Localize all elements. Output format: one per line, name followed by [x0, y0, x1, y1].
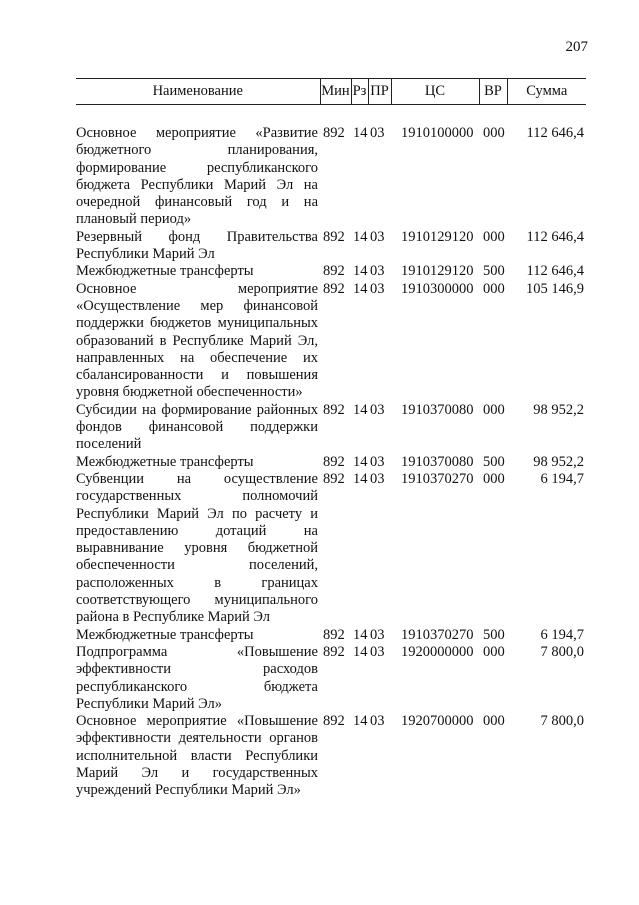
table-row — [76, 263, 586, 280]
row-sum: 105 146,9 — [526, 280, 584, 297]
row-rz: 14 — [353, 713, 368, 730]
header-vr: ВР — [479, 79, 507, 105]
table-header — [76, 79, 586, 105]
row-cs: 1920000000 — [401, 643, 474, 660]
header-pr: ПР — [368, 79, 391, 105]
row-name: Субсидии на формирование районных фондов финансовой поддержки поселений — [76, 401, 318, 453]
row-cs: 1920700000 — [401, 713, 474, 730]
row-vr: 500 — [483, 263, 505, 280]
row-rz: 14 — [353, 280, 368, 297]
row-vr: 500 — [483, 626, 505, 643]
row-sum: 7 800,0 — [540, 713, 584, 730]
table-row — [76, 125, 586, 229]
table-row — [76, 454, 586, 471]
row-min: 892 — [323, 626, 345, 643]
row-min: 892 — [323, 713, 345, 730]
row-sum: 7 800,0 — [540, 643, 584, 660]
row-name: Основное мероприятие «Повышение эффективности деятельности органов исполнительной власти Республики Марий Эл и государственных учреждений Республики Марий Эл» — [76, 713, 318, 799]
header-name: Наименование — [76, 79, 320, 105]
row-min: 892 — [323, 228, 345, 245]
row-rz: 14 — [353, 401, 368, 418]
table-row — [76, 229, 586, 264]
row-min: 892 — [323, 125, 345, 141]
row-pr: 03 — [370, 401, 385, 418]
row-cs: 1910100000 — [401, 125, 474, 141]
row-sum: 6 194,7 — [540, 626, 584, 643]
row-name: Резервный фонд Правительства Республики Марий Эл — [76, 228, 318, 263]
row-pr: 03 — [370, 643, 385, 660]
row-cs: 1910370080 — [401, 401, 474, 418]
row-name: Основное мероприятие «Осуществление мер финансовой поддержки бюджетов муниципальных образований в Республике Марий Эл, направленных на обеспечение их сбалансированности и повышения уровня бюджетной обеспеченности» — [76, 280, 318, 401]
row-vr: 000 — [483, 713, 505, 730]
header-min: Мин — [320, 79, 351, 105]
row-min: 892 — [323, 280, 345, 297]
row-rz: 14 — [353, 470, 368, 487]
row-cs: 1910129120 — [401, 228, 474, 245]
header-cs: ЦС — [391, 79, 479, 105]
row-cs: 1910370080 — [401, 453, 474, 470]
row-min: 892 — [323, 263, 345, 280]
row-cs: 1910370270 — [401, 626, 474, 643]
row-cs: 1910300000 — [401, 280, 474, 297]
row-sum: 6 194,7 — [540, 470, 584, 487]
row-min: 892 — [323, 401, 345, 418]
header-sum: Сумма — [507, 79, 586, 105]
row-pr: 03 — [370, 280, 385, 297]
row-name: Субвенции на осуществление государственных полномочий Республики Марий Эл по расчету и предоставлению дотаций на выравнивание уровня бюджетной обеспеченности поселений, расположенных в границах соответствующего муниципального района в Республике Марий Эл — [76, 470, 318, 626]
row-vr: 000 — [483, 125, 505, 141]
row-rz: 14 — [353, 626, 368, 643]
row-pr: 03 — [370, 228, 385, 245]
row-rz: 14 — [353, 228, 368, 245]
row-pr: 03 — [370, 626, 385, 643]
budget-table — [76, 78, 586, 800]
row-sum: 112 646,4 — [526, 125, 584, 141]
row-min: 892 — [323, 453, 345, 470]
row-vr: 000 — [483, 228, 505, 245]
row-sum: 98 952,2 — [533, 453, 584, 470]
row-rz: 14 — [353, 125, 368, 141]
row-min: 892 — [323, 643, 345, 660]
row-name: Подпрограмма «Повышение эффективности расходов республиканского бюджета Республики Марий Эл» — [76, 643, 318, 712]
row-vr: 500 — [483, 453, 505, 470]
table-row — [76, 644, 586, 713]
row-pr: 03 — [370, 713, 385, 730]
row-name: Межбюджетные трансферты — [76, 626, 254, 643]
row-pr: 03 — [370, 453, 385, 470]
row-rz: 14 — [353, 263, 368, 280]
row-vr: 000 — [483, 280, 505, 297]
row-vr: 000 — [483, 470, 505, 487]
row-sum: 112 646,4 — [526, 263, 584, 280]
row-vr: 000 — [483, 643, 505, 660]
row-name: Межбюджетные трансферты — [76, 453, 254, 470]
row-sum: 98 952,2 — [533, 401, 584, 418]
header-spacer — [76, 105, 586, 126]
table-row — [76, 713, 586, 799]
header-rz: Рз — [351, 79, 368, 105]
row-name: Основное мероприятие «Развитие бюджетного планирования, формирование республиканского бюджета Республики Марий Эл на очередной финансовый год и на плановый период» — [76, 125, 318, 228]
table-row — [76, 627, 586, 644]
row-pr: 03 — [370, 263, 385, 280]
row-cs: 1910370270 — [401, 470, 474, 487]
row-pr: 03 — [370, 470, 385, 487]
page-number: 207 — [565, 39, 588, 55]
table-row — [76, 402, 586, 454]
row-rz: 14 — [353, 453, 368, 470]
row-pr: 03 — [370, 125, 385, 141]
row-vr: 000 — [483, 401, 505, 418]
row-cs: 1910129120 — [401, 263, 474, 280]
row-sum: 112 646,4 — [526, 228, 584, 245]
table-row — [76, 281, 586, 402]
row-name: Межбюджетные трансферты — [76, 263, 254, 280]
table-row — [76, 471, 586, 627]
table-body — [76, 105, 586, 800]
row-rz: 14 — [353, 643, 368, 660]
row-min: 892 — [323, 470, 345, 487]
